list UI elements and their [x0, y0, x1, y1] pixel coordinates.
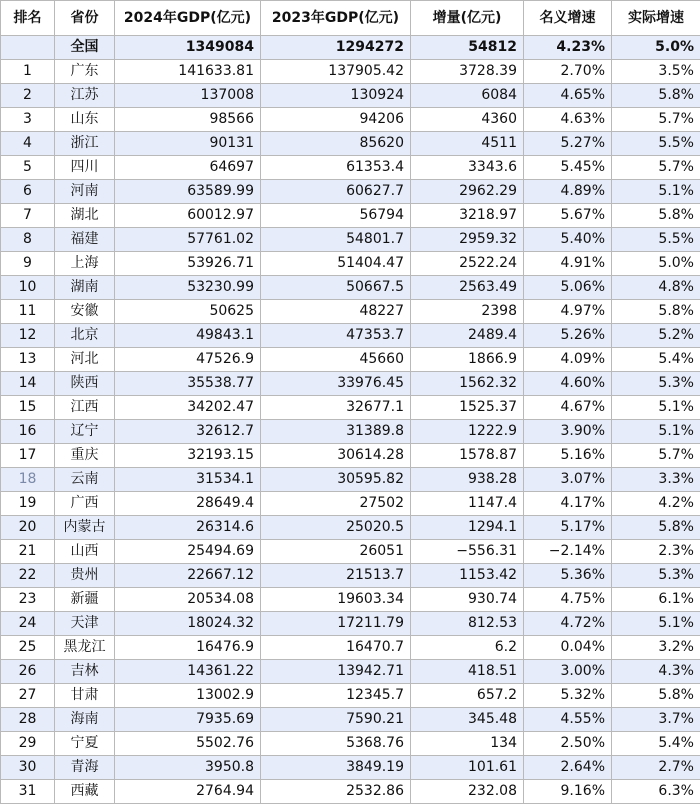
- cell-nominal-growth: −2.14%: [524, 540, 612, 564]
- cell-gdp-2024: 90131: [115, 132, 261, 156]
- cell-rank: 21: [1, 540, 55, 564]
- cell-increase: 1153.42: [411, 564, 524, 588]
- cell-rank: 28: [1, 708, 55, 732]
- table-row: [1, 612, 700, 636]
- cell-province: 广东: [55, 60, 115, 84]
- cell-province: 黑龙江: [55, 636, 115, 660]
- header-province: 省份: [55, 1, 115, 36]
- cell-increase: 345.48: [411, 708, 524, 732]
- cell-rank: 31: [1, 780, 55, 804]
- cell-gdp-2024: 22667.12: [115, 564, 261, 588]
- cell-gdp-2023: 21513.7: [261, 564, 411, 588]
- cell-nominal-growth: 5.36%: [524, 564, 612, 588]
- cell-real-growth: 5.8%: [612, 516, 700, 540]
- cell-gdp-2023: 61353.4: [261, 156, 411, 180]
- cell-increase: 3343.6: [411, 156, 524, 180]
- cell-real-growth: 5.1%: [612, 396, 700, 420]
- cell-nominal-growth: 4.17%: [524, 492, 612, 516]
- cell-increase: 4511: [411, 132, 524, 156]
- cell-gdp-2023: 130924: [261, 84, 411, 108]
- cell-nominal-growth: 5.26%: [524, 324, 612, 348]
- cell-real-growth: 5.5%: [612, 228, 700, 252]
- cell-rank: 11: [1, 300, 55, 324]
- cell-real-growth: 5.2%: [612, 324, 700, 348]
- total-increase: 54812: [411, 36, 524, 60]
- cell-gdp-2024: 53230.99: [115, 276, 261, 300]
- cell-nominal-growth: 4.60%: [524, 372, 612, 396]
- cell-increase: 2959.32: [411, 228, 524, 252]
- cell-real-growth: 5.8%: [612, 204, 700, 228]
- cell-real-growth: 3.7%: [612, 708, 700, 732]
- table-row: [1, 540, 700, 564]
- cell-real-growth: 4.8%: [612, 276, 700, 300]
- cell-gdp-2023: 7590.21: [261, 708, 411, 732]
- cell-real-growth: 6.3%: [612, 780, 700, 804]
- cell-gdp-2023: 19603.34: [261, 588, 411, 612]
- cell-increase: 2962.29: [411, 180, 524, 204]
- cell-real-growth: 2.7%: [612, 756, 700, 780]
- table-row: [1, 60, 700, 84]
- cell-gdp-2024: 63589.99: [115, 180, 261, 204]
- header-gdp-2023: 2023年GDP(亿元): [261, 1, 411, 36]
- table-row: [1, 420, 700, 444]
- cell-gdp-2023: 48227: [261, 300, 411, 324]
- cell-province: 贵州: [55, 564, 115, 588]
- cell-rank: 1: [1, 60, 55, 84]
- cell-province: 山东: [55, 108, 115, 132]
- table-row: [1, 708, 700, 732]
- cell-nominal-growth: 4.97%: [524, 300, 612, 324]
- cell-real-growth: 5.8%: [612, 84, 700, 108]
- cell-gdp-2024: 98566: [115, 108, 261, 132]
- cell-province: 云南: [55, 468, 115, 492]
- cell-gdp-2023: 30614.28: [261, 444, 411, 468]
- table-row: [1, 636, 700, 660]
- cell-province: 重庆: [55, 444, 115, 468]
- cell-nominal-growth: 5.27%: [524, 132, 612, 156]
- table-row: [1, 108, 700, 132]
- cell-province: 湖南: [55, 276, 115, 300]
- cell-rank: 22: [1, 564, 55, 588]
- cell-rank: 30: [1, 756, 55, 780]
- cell-gdp-2024: 35538.77: [115, 372, 261, 396]
- cell-province: 内蒙古: [55, 516, 115, 540]
- table-row: [1, 564, 700, 588]
- table-row: [1, 516, 700, 540]
- cell-real-growth: 6.1%: [612, 588, 700, 612]
- cell-rank: 9: [1, 252, 55, 276]
- cell-rank: 20: [1, 516, 55, 540]
- cell-gdp-2024: 26314.6: [115, 516, 261, 540]
- cell-increase: 418.51: [411, 660, 524, 684]
- cell-gdp-2023: 32677.1: [261, 396, 411, 420]
- table-row: [1, 492, 700, 516]
- cell-nominal-growth: 4.67%: [524, 396, 612, 420]
- cell-increase: 101.61: [411, 756, 524, 780]
- cell-rank: 4: [1, 132, 55, 156]
- cell-nominal-growth: 4.09%: [524, 348, 612, 372]
- cell-nominal-growth: 0.04%: [524, 636, 612, 660]
- cell-gdp-2023: 25020.5: [261, 516, 411, 540]
- cell-province: 四川: [55, 156, 115, 180]
- cell-rank: 24: [1, 612, 55, 636]
- table-row: [1, 732, 700, 756]
- cell-increase: 3218.97: [411, 204, 524, 228]
- header-rank: 排名: [1, 1, 55, 36]
- table-row: [1, 444, 700, 468]
- cell-gdp-2023: 85620: [261, 132, 411, 156]
- cell-real-growth: 5.5%: [612, 132, 700, 156]
- table-row: [1, 276, 700, 300]
- cell-nominal-growth: 4.75%: [524, 588, 612, 612]
- cell-increase: 134: [411, 732, 524, 756]
- total-row: [1, 36, 700, 60]
- cell-province: 陕西: [55, 372, 115, 396]
- cell-nominal-growth: 4.72%: [524, 612, 612, 636]
- cell-province: 福建: [55, 228, 115, 252]
- cell-gdp-2024: 28649.4: [115, 492, 261, 516]
- cell-rank: 3: [1, 108, 55, 132]
- cell-real-growth: 5.8%: [612, 684, 700, 708]
- cell-increase: 6.2: [411, 636, 524, 660]
- table-row: [1, 252, 700, 276]
- cell-real-growth: 5.1%: [612, 612, 700, 636]
- cell-province: 北京: [55, 324, 115, 348]
- cell-real-growth: 5.4%: [612, 732, 700, 756]
- cell-nominal-growth: 2.50%: [524, 732, 612, 756]
- table-row: [1, 324, 700, 348]
- cell-real-growth: 2.3%: [612, 540, 700, 564]
- total-gdp-2023: 1294272: [261, 36, 411, 60]
- cell-gdp-2024: 141633.81: [115, 60, 261, 84]
- cell-nominal-growth: 5.06%: [524, 276, 612, 300]
- cell-rank: 13: [1, 348, 55, 372]
- cell-real-growth: 5.1%: [612, 180, 700, 204]
- cell-province: 安徽: [55, 300, 115, 324]
- cell-gdp-2023: 51404.47: [261, 252, 411, 276]
- table-row: [1, 396, 700, 420]
- cell-gdp-2024: 60012.97: [115, 204, 261, 228]
- cell-real-growth: 3.2%: [612, 636, 700, 660]
- cell-gdp-2024: 25494.69: [115, 540, 261, 564]
- cell-province: 江西: [55, 396, 115, 420]
- cell-increase: 1578.87: [411, 444, 524, 468]
- cell-nominal-growth: 5.45%: [524, 156, 612, 180]
- total-real-growth: 5.0%: [612, 36, 700, 60]
- table-row: [1, 660, 700, 684]
- cell-province: 河北: [55, 348, 115, 372]
- cell-increase: 1222.9: [411, 420, 524, 444]
- cell-gdp-2024: 34202.47: [115, 396, 261, 420]
- cell-gdp-2024: 57761.02: [115, 228, 261, 252]
- cell-rank: 26: [1, 660, 55, 684]
- cell-gdp-2024: 32612.7: [115, 420, 261, 444]
- cell-nominal-growth: 5.32%: [524, 684, 612, 708]
- cell-province: 天津: [55, 612, 115, 636]
- cell-gdp-2024: 18024.32: [115, 612, 261, 636]
- cell-province: 湖北: [55, 204, 115, 228]
- cell-gdp-2023: 56794: [261, 204, 411, 228]
- cell-gdp-2023: 30595.82: [261, 468, 411, 492]
- cell-increase: 2563.49: [411, 276, 524, 300]
- cell-rank: 12: [1, 324, 55, 348]
- table-row: [1, 684, 700, 708]
- cell-gdp-2024: 14361.22: [115, 660, 261, 684]
- cell-rank: 8: [1, 228, 55, 252]
- cell-increase: 232.08: [411, 780, 524, 804]
- cell-rank: 27: [1, 684, 55, 708]
- cell-rank: 14: [1, 372, 55, 396]
- cell-real-growth: 5.7%: [612, 108, 700, 132]
- cell-rank: 17: [1, 444, 55, 468]
- header-nominal-growth: 名义增速: [524, 1, 612, 36]
- cell-province: 吉林: [55, 660, 115, 684]
- cell-gdp-2023: 60627.7: [261, 180, 411, 204]
- cell-province: 新疆: [55, 588, 115, 612]
- cell-gdp-2023: 31389.8: [261, 420, 411, 444]
- cell-gdp-2023: 137905.42: [261, 60, 411, 84]
- cell-nominal-growth: 5.16%: [524, 444, 612, 468]
- cell-province: 辽宁: [55, 420, 115, 444]
- cell-province: 浙江: [55, 132, 115, 156]
- cell-province: 青海: [55, 756, 115, 780]
- cell-increase: 1525.37: [411, 396, 524, 420]
- cell-real-growth: 5.1%: [612, 420, 700, 444]
- cell-rank: 29: [1, 732, 55, 756]
- cell-gdp-2023: 50667.5: [261, 276, 411, 300]
- cell-gdp-2024: 13002.9: [115, 684, 261, 708]
- cell-nominal-growth: 4.55%: [524, 708, 612, 732]
- cell-province: 海南: [55, 708, 115, 732]
- table-row: [1, 300, 700, 324]
- cell-gdp-2024: 3950.8: [115, 756, 261, 780]
- cell-real-growth: 5.0%: [612, 252, 700, 276]
- cell-province: 宁夏: [55, 732, 115, 756]
- cell-real-growth: 5.4%: [612, 348, 700, 372]
- cell-increase: 1866.9: [411, 348, 524, 372]
- cell-real-growth: 4.2%: [612, 492, 700, 516]
- header-increase: 增量(亿元): [411, 1, 524, 36]
- cell-nominal-growth: 9.16%: [524, 780, 612, 804]
- cell-gdp-2024: 2764.94: [115, 780, 261, 804]
- cell-rank: 6: [1, 180, 55, 204]
- table-row: [1, 132, 700, 156]
- cell-gdp-2024: 137008: [115, 84, 261, 108]
- table-row: [1, 372, 700, 396]
- cell-real-growth: 3.3%: [612, 468, 700, 492]
- cell-nominal-growth: 4.91%: [524, 252, 612, 276]
- cell-nominal-growth: 2.70%: [524, 60, 612, 84]
- cell-nominal-growth: 2.64%: [524, 756, 612, 780]
- cell-gdp-2024: 50625: [115, 300, 261, 324]
- cell-gdp-2024: 47526.9: [115, 348, 261, 372]
- cell-gdp-2024: 16476.9: [115, 636, 261, 660]
- cell-increase: 2489.4: [411, 324, 524, 348]
- cell-increase: 812.53: [411, 612, 524, 636]
- total-gdp-2024: 1349084: [115, 36, 261, 60]
- table-row: [1, 84, 700, 108]
- cell-nominal-growth: 4.63%: [524, 108, 612, 132]
- cell-rank: 15: [1, 396, 55, 420]
- cell-increase: 1562.32: [411, 372, 524, 396]
- cell-rank: 19: [1, 492, 55, 516]
- cell-province: 河南: [55, 180, 115, 204]
- cell-increase: 930.74: [411, 588, 524, 612]
- cell-rank: 5: [1, 156, 55, 180]
- cell-nominal-growth: 3.90%: [524, 420, 612, 444]
- cell-rank: 18: [1, 468, 55, 492]
- cell-gdp-2023: 5368.76: [261, 732, 411, 756]
- cell-gdp-2024: 7935.69: [115, 708, 261, 732]
- table-row: [1, 228, 700, 252]
- cell-increase: 3728.39: [411, 60, 524, 84]
- cell-rank: 10: [1, 276, 55, 300]
- cell-province: 西藏: [55, 780, 115, 804]
- cell-increase: 1294.1: [411, 516, 524, 540]
- total-nominal-growth: 4.23%: [524, 36, 612, 60]
- cell-nominal-growth: 5.40%: [524, 228, 612, 252]
- cell-gdp-2023: 45660: [261, 348, 411, 372]
- cell-gdp-2023: 94206: [261, 108, 411, 132]
- cell-real-growth: 5.3%: [612, 564, 700, 588]
- cell-gdp-2023: 16470.7: [261, 636, 411, 660]
- table-row: [1, 348, 700, 372]
- cell-gdp-2023: 17211.79: [261, 612, 411, 636]
- cell-increase: 4360: [411, 108, 524, 132]
- cell-increase: 657.2: [411, 684, 524, 708]
- cell-increase: 938.28: [411, 468, 524, 492]
- cell-gdp-2023: 26051: [261, 540, 411, 564]
- header-row: [1, 1, 700, 36]
- cell-province: 甘肃: [55, 684, 115, 708]
- table-row: [1, 204, 700, 228]
- table-row: [1, 588, 700, 612]
- header-gdp-2024: 2024年GDP(亿元): [115, 1, 261, 36]
- cell-real-growth: 3.5%: [612, 60, 700, 84]
- cell-increase: 6084: [411, 84, 524, 108]
- cell-real-growth: 5.7%: [612, 444, 700, 468]
- cell-rank: 16: [1, 420, 55, 444]
- cell-rank: 23: [1, 588, 55, 612]
- cell-increase: −556.31: [411, 540, 524, 564]
- table-row: [1, 780, 700, 804]
- cell-nominal-growth: 5.67%: [524, 204, 612, 228]
- total-rank: [1, 36, 55, 60]
- cell-gdp-2024: 32193.15: [115, 444, 261, 468]
- cell-increase: 2398: [411, 300, 524, 324]
- cell-nominal-growth: 4.89%: [524, 180, 612, 204]
- cell-gdp-2023: 12345.7: [261, 684, 411, 708]
- cell-gdp-2024: 20534.08: [115, 588, 261, 612]
- cell-province: 山西: [55, 540, 115, 564]
- cell-rank: 25: [1, 636, 55, 660]
- cell-province: 江苏: [55, 84, 115, 108]
- cell-gdp-2024: 49843.1: [115, 324, 261, 348]
- cell-rank: 7: [1, 204, 55, 228]
- cell-real-growth: 4.3%: [612, 660, 700, 684]
- cell-gdp-2024: 31534.1: [115, 468, 261, 492]
- table-row: [1, 468, 700, 492]
- cell-nominal-growth: 3.07%: [524, 468, 612, 492]
- table-row: [1, 156, 700, 180]
- cell-gdp-2023: 27502: [261, 492, 411, 516]
- cell-real-growth: 5.3%: [612, 372, 700, 396]
- cell-increase: 2522.24: [411, 252, 524, 276]
- cell-gdp-2023: 54801.7: [261, 228, 411, 252]
- table-row: [1, 180, 700, 204]
- cell-gdp-2024: 64697: [115, 156, 261, 180]
- table-row: [1, 756, 700, 780]
- total-province: 全国: [55, 36, 115, 60]
- cell-nominal-growth: 3.00%: [524, 660, 612, 684]
- header-real-growth: 实际增速: [612, 1, 700, 36]
- cell-gdp-2023: 3849.19: [261, 756, 411, 780]
- cell-gdp-2023: 13942.71: [261, 660, 411, 684]
- cell-gdp-2023: 2532.86: [261, 780, 411, 804]
- cell-province: 广西: [55, 492, 115, 516]
- cell-increase: 1147.4: [411, 492, 524, 516]
- cell-gdp-2024: 5502.76: [115, 732, 261, 756]
- cell-rank: 2: [1, 84, 55, 108]
- cell-nominal-growth: 5.17%: [524, 516, 612, 540]
- cell-gdp-2024: 53926.71: [115, 252, 261, 276]
- cell-province: 上海: [55, 252, 115, 276]
- cell-nominal-growth: 4.65%: [524, 84, 612, 108]
- cell-gdp-2023: 33976.45: [261, 372, 411, 396]
- cell-real-growth: 5.8%: [612, 300, 700, 324]
- cell-real-growth: 5.7%: [612, 156, 700, 180]
- cell-gdp-2023: 47353.7: [261, 324, 411, 348]
